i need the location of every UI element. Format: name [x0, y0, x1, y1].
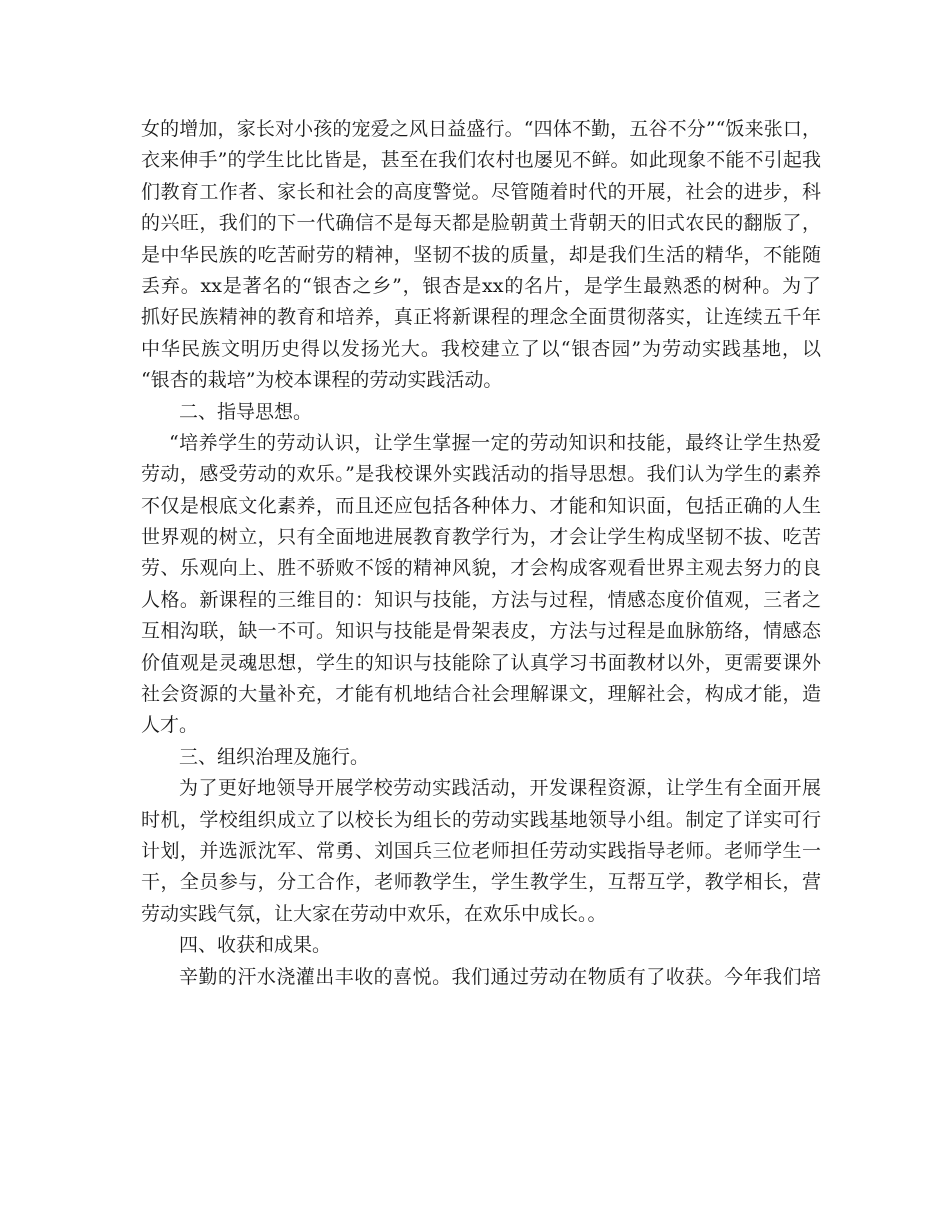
- text-line: 们教育工作者、家长和社会的高度警觉。尽管随着时代的开展，社会的进步，科: [141, 180, 821, 203]
- text-line: 为了更好地领导开展学校劳动实践活动，开发课程资源，让学生有全面开展: [179, 777, 821, 800]
- text-line: 价值观是灵魂思想，学生的知识与技能除了认真学习书面教材以外，更需要课外: [141, 651, 821, 674]
- text-line: 是中华民族的吃苦耐劳的精神，坚韧不拔的质量，却是我们生活的精华，不能随: [141, 243, 821, 266]
- text-line: 社会资源的大量补充，才能有机地结合社会理解课文，理解社会，构成才能，造: [141, 683, 821, 706]
- text-line: 中华民族文明历史得以发扬光大。我校建立了以“银杏园”为劳动实践基地，以: [141, 337, 821, 360]
- text-line: 世界观的树立，只有全面地进展教育教学行为，才会让学生构成坚韧不拔、吃苦: [141, 526, 821, 549]
- document-body: [141, 114, 821, 993]
- text-line: “银杏的栽培”为校本课程的劳动实践活动。: [141, 369, 503, 392]
- text-line: 女的增加，家长对小孩的宠爱之风日益盛行。“四体不勤，五谷不分”“饭来张口，: [141, 118, 821, 140]
- paragraph-background: [141, 114, 821, 397]
- text-line: 辛勤的汗水浇灌出丰收的喜悦。我们通过劳动在物质有了收获。今年我们培: [179, 965, 821, 988]
- text-line: 人格。新课程的三维目的：知识与技能，方法与过程，情感态度价值观，三者之: [141, 588, 821, 611]
- text-line: 劳、乐观向上、胜不骄败不馁的精神风貌，才会构成客观看世界主观去努力的良: [141, 557, 821, 580]
- text-line: 人才。: [141, 714, 199, 737]
- text-line: “培养学生的劳动认识，让学生掌握一定的劳动知识和技能，最终让学生热爱: [169, 431, 821, 454]
- text-line: 劳动实践气氛，让大家在劳动中欢乐，在欢乐中成长。。: [141, 902, 607, 925]
- text-line: 衣来伸手”的学生比比皆是，甚至在我们农村也屡见不鲜。如此现象不能不引起我: [141, 149, 821, 172]
- text-line: 计划，并选派沈军、常勇、刘国兵三位老师担任劳动实践指导老师。老师学生一: [141, 839, 821, 862]
- text-line: 劳动，感受劳动的欢乐。”是我校课外实践活动的指导思想。我们认为学生的素养: [141, 463, 821, 486]
- text-line: 抓好民族精神的教育和培养，真正将新课程的理念全面贯彻落实，让连续五千年: [141, 306, 821, 329]
- text-line: 丢弃。xx是著名的“银杏之乡”，银杏是xx的名片，是学生最熟悉的树种。为了: [141, 274, 821, 297]
- text-line: 时机，学校组织成立了以校长为组长的劳动实践基地领导小组。制定了详实可行: [141, 808, 821, 831]
- text-line: 互相沟联，缺一不可。知识与技能是骨架表皮，方法与过程是血脉筋络，情感态: [141, 620, 821, 643]
- section-heading-guiding-ideology: 二、指导思想。: [179, 400, 313, 423]
- section-heading-organization: 三、组织治理及施行。: [179, 745, 370, 768]
- paragraph-guiding-ideology: [141, 428, 821, 742]
- text-line: 不仅是根底文化素养，而且还应包括各种体力、才能和知识面，包括正确的人生: [141, 494, 821, 517]
- paragraph-results: [141, 962, 821, 993]
- text-line: 干，全员参与，分工合作，老师教学生，学生教学生，互帮互学，教学相长，营: [141, 871, 821, 894]
- paragraph-organization: [141, 773, 821, 930]
- section-heading-results: 四、收获和成果。: [179, 934, 332, 957]
- text-line: 的兴旺，我们的下一代确信不是每天都是脸朝黄土背朝天的旧式农民的翻版了，: [141, 212, 821, 235]
